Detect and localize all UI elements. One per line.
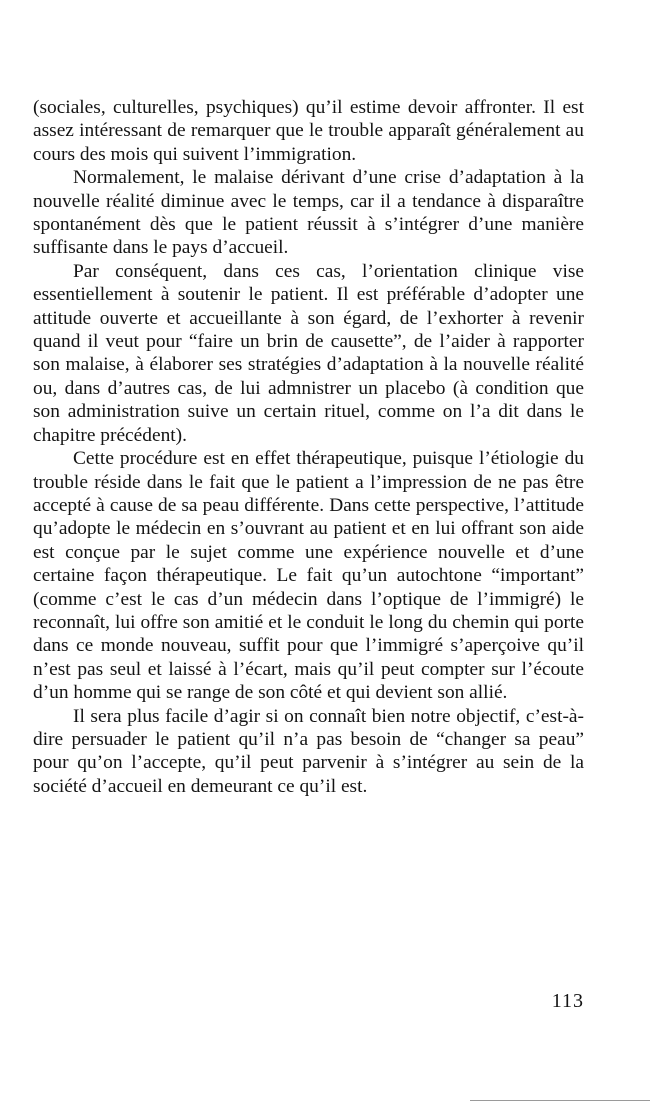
paragraph-therapeutic-procedure: Cette procédure est en effet thérapeutique, puisque l’étiologie du trouble réside dans le fait que le patient a l’impression de ne pas être accepté à cause de sa peau différente. Dans cette perspective, l’attitude qu’adopte le médecin en s’ouvrant au patient et en lui offrant son aide est conçue par le sujet comme une expérience nouvelle et d’une certaine façon thérapeutique. Le fait qu’un autochtone “important” (comme c’est le cas d’un médecin dans l’optique de l’immigré) le reconnaît, lui offre son amitié et le conduit le long du chemin qui porte dans ce monde nouveau, suffit pour que l’immigré s’aperçoive qu’il n’est pas seul et laissé à l’écart, mais qu’il peut compter sur l’écoute d’un homme qui se range de son côté et qui devient son allié. [33, 448, 584, 704]
page-number: 113 [551, 990, 584, 1012]
paragraph-clinical-orientation: Par conséquent, dans ces cas, l’orientation clinique vise essentiellement à soutenir le patient. Il est préférable d’adopter une attitude ouverte et accueillante à son égard, de l’exhorter à revenir quand il veut pour “faire un brin de causette”, de l’aider à rapporter son malaise, à élaborer ses stratégies d’adaptation à la nouvelle réalité ou, dans d’autres cas, de lui admnistrer un placebo (à condition que son administration suive un certain rituel, comme on l’a dit dans le chapitre précédent). [33, 260, 584, 446]
paragraph-adaptation-crisis: Normalement, le malaise dérivant d’une crise d’adaptation à la nouvelle réalité diminue avec le temps, car il a tendance à disparaître spontanément dès que le patient réussit à s’intégrer d’une manière suffisante dans le pays d’accueil. [33, 167, 584, 259]
scan-edge-divider [470, 1100, 650, 1101]
paragraph-objective: Il sera plus facile d’agir si on connaît bien notre objectif, c’est-à-dire persuader le patient qu’il n’a pas besoin de “changer sa peau” pour qu’on l’accepte, qu’il peut parvenir à s’intégrer au sein de la société d’accueil en demeurant ce qu’il est. [33, 705, 584, 797]
paragraph-continuation: (sociales, culturelles, psychiques) qu’il estime devoir affronter. Il est assez intéressant de remarquer que le trouble apparaît généralement au cours des mois qui suivent l’immigration. [33, 97, 584, 165]
body-text [33, 96, 584, 798]
